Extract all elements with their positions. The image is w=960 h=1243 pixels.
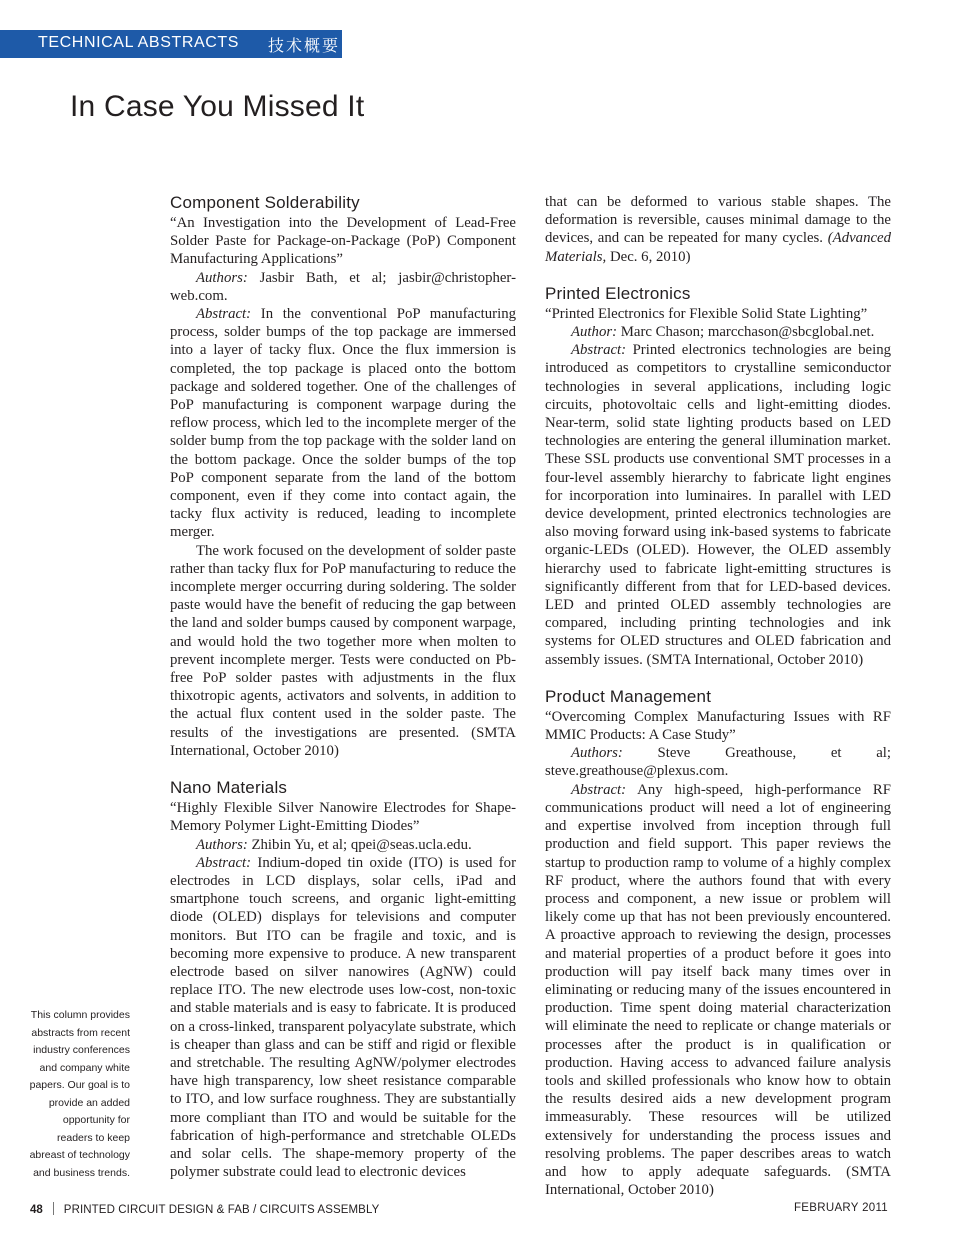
continuation-text: that can be deformed to various stable shapes. The deformation is reversible, causes minimal damage to the devices, and can be repeated for many cycles. bbox=[545, 194, 891, 247]
authors-line bbox=[170, 836, 516, 854]
authors: Steve Greathouse, et al; steve.greathouse@plexus.com. bbox=[545, 745, 891, 780]
footer-divider bbox=[53, 1202, 54, 1215]
abstract-label: Abstract: bbox=[571, 781, 627, 798]
article-title: “Overcoming Complex Manufacturing Issues with RF MMIC Products: A Case Study” bbox=[545, 708, 891, 744]
article-title: “An Investigation into the Development of Lead-Free Solder Paste for Package-on-Package (PoP) Component Manufacturing Applications” bbox=[170, 215, 516, 268]
abstract-continuation bbox=[545, 193, 891, 266]
abstract-text: In the conventional PoP manufacturing process, solder bumps of the top package are immersed into a layer of tacky flux. Once the flux immersion is completed, the top package is placed onto the bottom package and soldered together. One of the challenges of PoP manufacturing is component warpage during the reflow process, which led to the incomplete merger of the solder bump from the top package with the solder land on the bottom package. Once the solder bumps of the top PoP component separate from the land of the bottom component, even if they come into contact again, the tacky flux activity is reduced, leading to incomplete merger. bbox=[170, 306, 516, 541]
section-heading-printed-electronics: Printed Electronics bbox=[545, 283, 691, 303]
section-heading-product-management: Product Management bbox=[545, 686, 712, 706]
authors-line bbox=[545, 744, 891, 780]
section-label-chinese: 技术概要 bbox=[268, 36, 341, 55]
abstract-text: Indium-doped tin oxide (ITO) is used for electrodes in LCD displays, solar cells, iPad and smartphone touch screens, and organic light-emitting diode (OLED) displays for televisions and computer monitors. But ITO can be fragile and toxic, and is becoming more expensive to produce. A new transparent electrode based on silver nanowires (AgNW) could replace ITO. The new electrode uses low-cost, non-toxic and stable materials and is easy to fabricate. It is produced on a cross-linked, transparent polyacylate substrate, which is cheaper than glass and can be stiff and rigid or flexible and stretchable. The resulting AgNW/polymer electrodes have high transparency, low sheet resistance comparable to ITO, and low surface roughness. They are substantially more compliant than ITO and would be suitable for the fabrication of high-performance and stretchable OLEDs and solar cells. The shape-memory property of the polymer substrate could lead to electronic devices bbox=[170, 854, 517, 1181]
source-date: Dec. 6, 2010) bbox=[609, 248, 691, 265]
section-banner bbox=[0, 30, 342, 58]
abstract-label: Abstract: bbox=[571, 342, 627, 359]
authors-label: Authors: bbox=[571, 745, 623, 762]
page-number: 48 bbox=[30, 1204, 43, 1216]
authors-label: Author: bbox=[571, 324, 618, 341]
section-label: TECHNICAL ABSTRACTS bbox=[38, 34, 240, 51]
column-description-note: This column provides abstracts from recent industry conferences and company white papers. Our goal is to provide an added opportunity for readers to keep abreast of technology and business trends. bbox=[29, 1009, 130, 1179]
abstract-paragraph bbox=[545, 781, 891, 1200]
abstract-paragraph bbox=[545, 341, 891, 669]
authors: Marc Chason; marcchason@sbcglobal.net. bbox=[620, 324, 875, 341]
authors-label: Authors: bbox=[196, 836, 248, 853]
authors-line bbox=[545, 323, 891, 341]
source-journal: (Advanced Materials, bbox=[545, 230, 892, 265]
abstract-text: Printed electronics technologies are being introduced as competitors to crystalline semiconductor technologies in several applications, including logic circuits, photovoltaic cells and light-emitting diodes. Near-term, solid state lighting products based on LED technologies are entering the general illumination market. These SSL products use conventional SMT processes in a four-level assembly hierarchy to fabricate light engines for incorporation into luminaires. In parallel with LED device development, printed electronics technologies are also moving forward using ink-based systems to fabricate organic-LEDs (OLED). However, the OLED assembly hierarchy used to fabricate light-emitting structures is significantly different from that for LED-based devices. LED and printed OLED assembly technologies are compared, including printing technologies and ink systems for OLED structures and OLED fabrication and assembly issues. (SMTA International, October 2010) bbox=[545, 342, 891, 668]
authors: Zhibin Yu, et al; qpei@seas.ucla.edu. bbox=[251, 836, 472, 853]
column-right bbox=[545, 193, 891, 1199]
page-title: In Case You Missed It bbox=[70, 90, 365, 123]
issue-date: FEBRUARY 2011 bbox=[793, 1202, 888, 1214]
section-heading-component-solderability: Component Solderability bbox=[170, 193, 360, 212]
abstract-label: Abstract: bbox=[196, 306, 252, 323]
abstract-paragraph bbox=[170, 305, 516, 542]
publication-name: PRINTED CIRCUIT DESIGN & FAB / CIRCUITS ASSEMBLY bbox=[63, 1204, 380, 1216]
abstract-text: Any high-speed, high-performance RF communications product will need a lot of engineering and expertise involved from inception through full production and field support. This paper reviews the startup to production ramp to volume of a highly complex RF product, where the authors found that with every process and component, a new issue or problem will likely come up that has not been previously encountered. A proactive approach to reviewing the design, processes and material properties of a product before it goes into production will pay itself back many times over in eliminating or reducing many of the issues encountered in production. Time spent doing material characterization will eliminate the need to replicate or change materials or processes after the product is in qualification or production. Having access to advanced failure analysis tools and skilled professionals who know how to obtain the results desired aids a new development program immeasurably. These resources will be utilized extensively for understanding the process issues and resolving problems. The paper describes areas to watch and how to apply adequate safeguards. (SMTA International, October 2010) bbox=[545, 781, 892, 1199]
article-title: “Highly Flexible Silver Nanowire Electrodes for Shape-Memory Polymer Light-Emitting Diodes” bbox=[170, 800, 516, 835]
abstract-paragraph bbox=[170, 854, 516, 1182]
article-title: “Printed Electronics for Flexible Solid State Lighting” bbox=[545, 305, 868, 322]
column-left bbox=[170, 193, 516, 1181]
footer-publication bbox=[30, 1202, 379, 1216]
abstract-label: Abstract: bbox=[196, 854, 252, 871]
abstract-paragraph: The work focused on the development of solder paste rather than tacky flux for PoP manufacturing to reduce the incomplete merger occurring during soldering. The solder paste would have the benefit of reducing the gap between the land and solder bumps caused by component warpage, and would hold the two together more when molten to prevent incomplete merger. Tests were conducted on Pb-free PoP solder pastes with adjustments in the flux thixotropic agents, activators and solvents, in addition to the actual flux content used in the solder paste. The results of the investigations are presented. (SMTA International, October 2010) bbox=[170, 542, 516, 759]
authors-label: Authors: bbox=[196, 269, 248, 286]
section-heading-nano-materials: Nano Materials bbox=[170, 778, 288, 798]
authors-line bbox=[170, 269, 516, 305]
authors: Jasbir Bath, et al; jasbir@christopher-web.com. bbox=[170, 269, 516, 304]
